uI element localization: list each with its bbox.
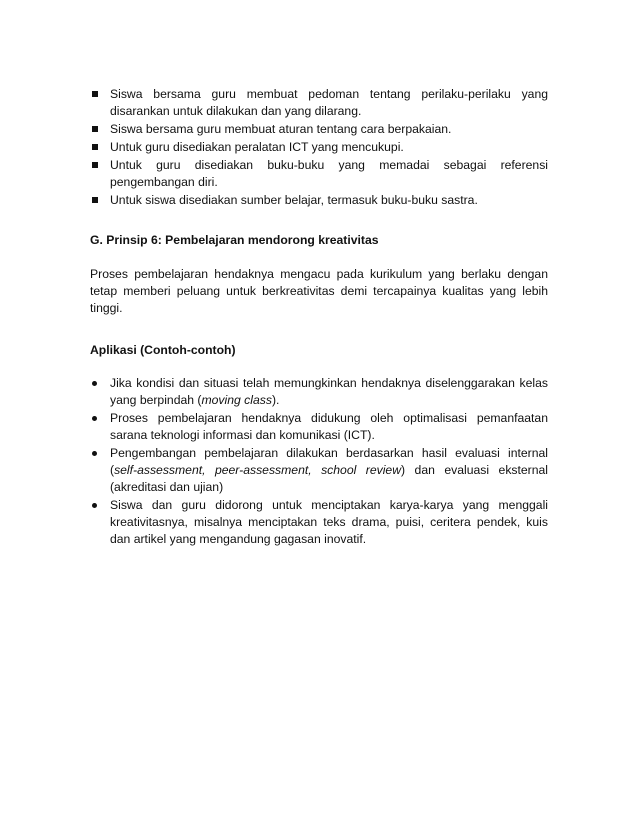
section-paragraph: Proses pembelajaran hendaknya mengacu pada kurikulum yang berlaku dengan tetap memberi peluang untuk berkreativitas demi tercapainya kualitas yang lebih tinggi.: [90, 267, 548, 315]
list-item: Siswa dan guru didorong untuk menciptakan karya-karya yang menggali kreativitasnya, misalnya menciptakan teks drama, puisi, ceritera pendek, kuis dan artikel yang mengandung gagasan inovatif.: [90, 497, 548, 548]
spacer: [90, 317, 548, 342]
aplikasi-heading: Aplikasi (Contoh-contoh): [90, 343, 236, 357]
aplikasi-bullet-list: [90, 375, 548, 548]
list-item: Untuk guru disediakan peralatan ICT yang mencukupi.: [90, 139, 548, 156]
item-italic: moving class: [201, 393, 272, 407]
list-item: [90, 375, 548, 409]
list-item: Siswa bersama guru membuat pedoman tentang perilaku-perilaku yang disarankan untuk dilakukan dan yang dilarang.: [90, 86, 548, 120]
item-text: ) dan evaluasi eksternal (akreditasi dan ujian): [110, 463, 548, 494]
list-item: Untuk guru disediakan buku-buku yang memadai sebagai referensi pengembangan diri.: [90, 157, 548, 191]
spacer: [90, 249, 548, 266]
list-item: Untuk siswa disediakan sumber belajar, termasuk buku-buku sastra.: [90, 192, 548, 209]
list-item: Proses pembelajaran hendaknya didukung oleh optimalisasi pemanfaatan sarana teknologi informasi dan komunikasi (ICT).: [90, 410, 548, 444]
document-page: [90, 86, 548, 549]
section-heading: G. Prinsip 6: Pembelajaran mendorong kreativitas: [90, 233, 379, 247]
spacer: [90, 210, 548, 232]
top-bullet-list: [90, 86, 548, 209]
list-item: [90, 445, 548, 496]
item-italic: self-assessment, peer-assessment, school review: [114, 463, 402, 477]
item-text: ).: [271, 393, 280, 407]
spacer: [90, 359, 548, 375]
item-text: Jika kondisi dan situasi telah memungkinkan hendaknya diselenggarakan kelas yang berpindah (: [110, 376, 548, 407]
list-item: Siswa bersama guru membuat aturan tentang cara berpakaian.: [90, 121, 548, 138]
item-text: Pengembangan pembelajaran dilakukan berdasarkan hasil evaluasi internal (: [110, 446, 548, 477]
